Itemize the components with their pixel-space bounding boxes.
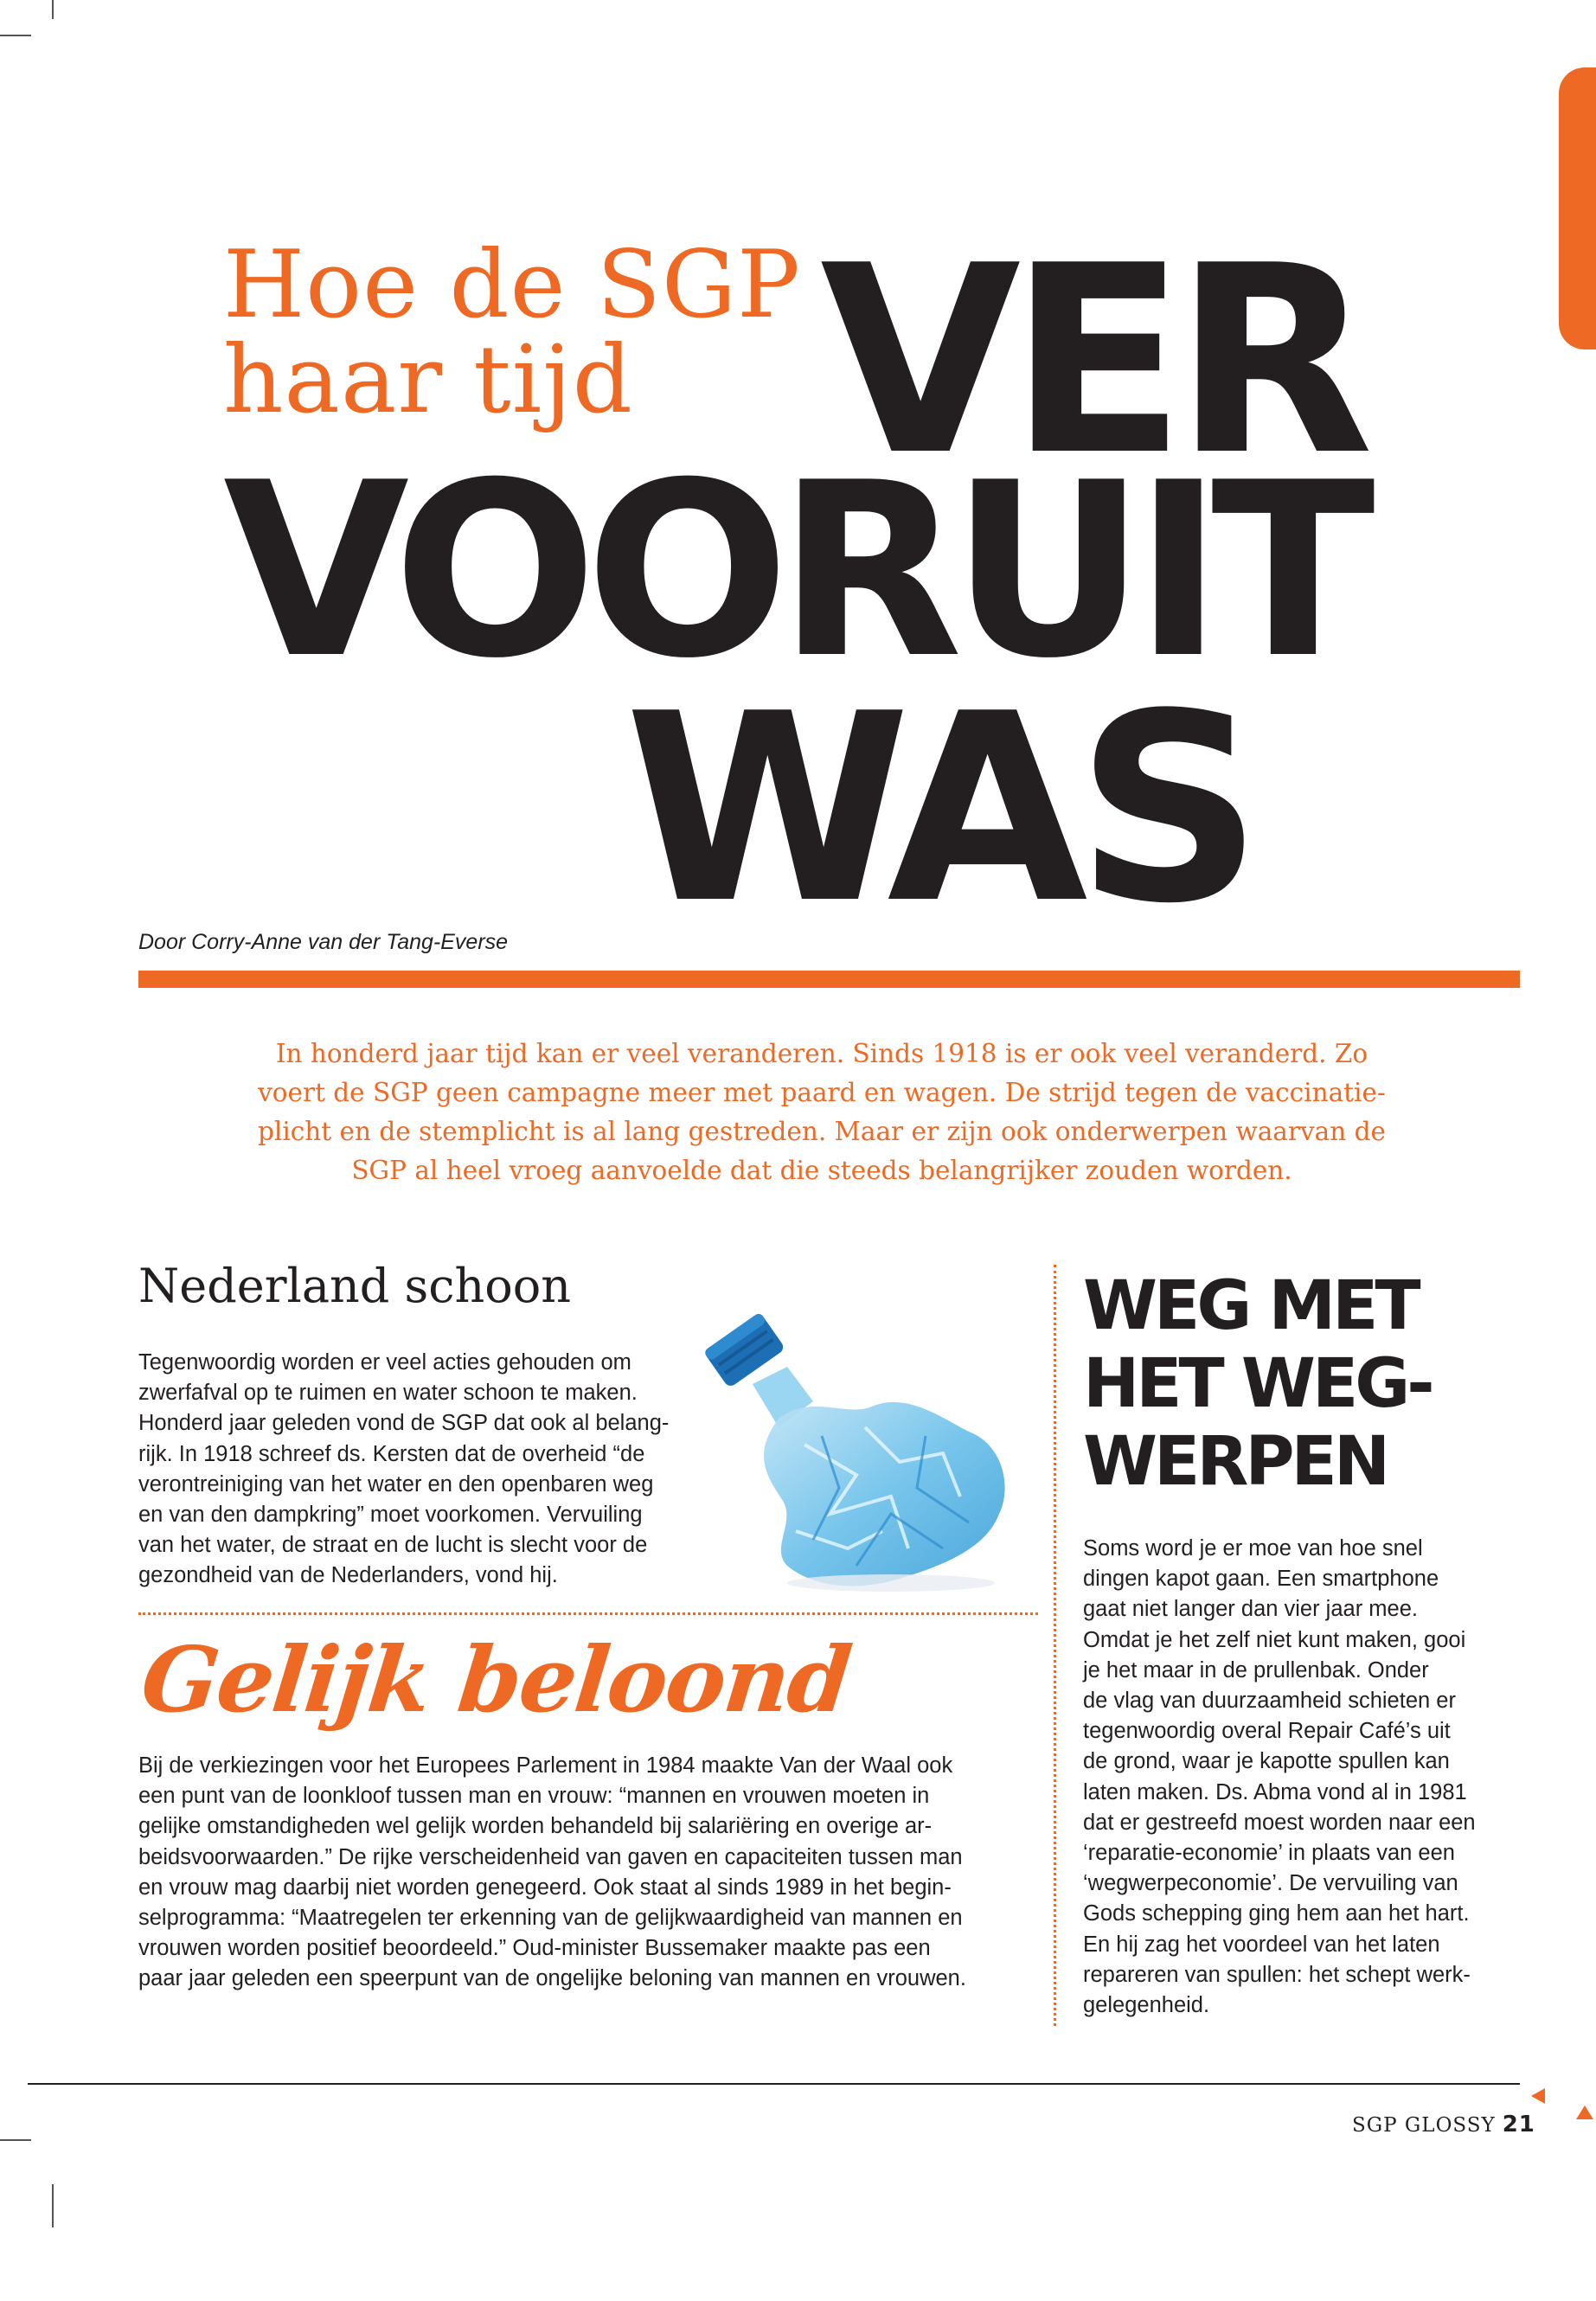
text-line: een punt van de loonkloof tussen man en vrouw: “mannen en vrouwen moeten in xyxy=(138,1784,930,1809)
title-word-was: WAS xyxy=(625,658,1251,960)
text-line: en van den dampkring” moet voorkomen. Vervuiling xyxy=(138,1503,643,1528)
heading-gelijk-beloond: Gelijk beloond xyxy=(137,1626,856,1733)
text-line: beidsvoorwaarden.” De rijke verscheidenheid van gaven en capaciteiten tussen man xyxy=(138,1844,963,1869)
crop-mark-bottom-left-horizontal xyxy=(0,2139,31,2141)
text-line: dat er gestreefd moest worden naar een xyxy=(1083,1810,1476,1835)
paragraph-nederland-schoon xyxy=(138,1348,696,1592)
paragraph-weg-met-het-wegwerpen xyxy=(1083,1534,1533,2021)
text-line: Honderd jaar geleden vond de SGP dat ook al belang- xyxy=(138,1411,670,1436)
text-line: selprogramma: “Maatregelen ter erkenning van de gelijkwaardigheid van mannen en xyxy=(138,1906,963,1931)
title-word-ver: VER xyxy=(820,210,1362,512)
magazine-name: SGP GLOSSY xyxy=(1352,2114,1496,2137)
intro-line: SGP al heel vroeg aanvoelde dat die steeds belangrijker zouden worden. xyxy=(351,1156,1292,1185)
text-line: ‘reparatie-economie’ in plaats van een xyxy=(1083,1841,1455,1866)
intro-line: In honderd jaar tijd kan er veel veranderen. Sinds 1918 is er ook veel veranderd. Zo xyxy=(275,1039,1368,1068)
text-line: tegenwoordig overal Repair Café’s uit xyxy=(1083,1719,1451,1744)
byline: Door Corry-Anne van der Tang-Everse xyxy=(138,930,509,954)
text-line: en vrouw mag daarbij niet worden genegeerd. Ook staat al sinds 1989 in het begin- xyxy=(138,1875,952,1900)
paragraph-gelijk-beloond xyxy=(138,1751,1047,1995)
text-line: Soms word je er moe van hoe snel xyxy=(1083,1536,1423,1561)
text-line: vrouwen worden positief beoordeeld.” Oud-minister Bussemaker maakte pas een xyxy=(138,1936,931,1961)
orange-divider xyxy=(138,971,1520,988)
page-footer xyxy=(1352,2112,1535,2138)
subtitle-line-2: haar tijd xyxy=(223,326,633,434)
text-line: verontreiniging van het water en den openbaren weg xyxy=(138,1471,654,1497)
triangle-decoration-icon xyxy=(1531,2088,1545,2104)
text-line: Tegenwoordig worden er veel acties gehouden om xyxy=(138,1350,631,1375)
crop-mark-bottom-left-vertical xyxy=(52,2184,54,2227)
heading-weg-met-het-wegwerpen xyxy=(1083,1267,1533,1501)
subtitle-line-1: Hoe de SGP xyxy=(223,231,801,339)
text-line: Omdat je het zelf niet kunt maken, gooi xyxy=(1083,1627,1466,1652)
crop-mark-top-left-horizontal xyxy=(0,35,31,36)
text-line: paar jaar geleden een speerpunt van de ongelijke beloning van mannen en vrouwen. xyxy=(138,1966,966,1991)
text-line: ‘wegwerpeconomie’. De vervuiling van xyxy=(1083,1871,1458,1896)
text-line: gaat niet langer dan vier jaar mee. xyxy=(1083,1597,1418,1622)
crop-mark-top-left-vertical xyxy=(52,0,54,19)
article-subtitle xyxy=(223,231,829,434)
text-line: van het water, de straat en de lucht is slecht voor de xyxy=(138,1533,648,1558)
text-line: gelegenheid. xyxy=(1083,1993,1210,2018)
text-line: Gods schepping ging hem aan het hart. xyxy=(1083,1901,1470,1926)
heading-nederland-schoon: Nederland schoon xyxy=(138,1259,572,1313)
text-line: gelijke omstandigheden wel gelijk worden behandeld bij salariëring en overige ar- xyxy=(138,1814,933,1839)
title-word-vooruit: VOORUIT xyxy=(223,431,1363,711)
orange-edge-tab xyxy=(1559,67,1596,349)
intro-line: voert de SGP geen campagne meer met paard en wagen. De strijd tegen de vaccinatie- xyxy=(258,1078,1386,1107)
triangle-decoration-icon xyxy=(1576,2106,1593,2119)
text-line: rijk. In 1918 schreef ds. Kersten dat de overheid “de xyxy=(138,1441,645,1466)
text-line: de vlag van duurzaamheid schieten er xyxy=(1083,1689,1456,1714)
text-line: laten maken. Ds. Abma vond al in 1981 xyxy=(1083,1779,1467,1804)
intro-line: plicht en de stemplicht is al lang gestreden. Maar er zijn ook onderwerpen waarvan de xyxy=(258,1117,1386,1146)
heading-line: WERPEN xyxy=(1083,1423,1388,1501)
text-line: En hij zag het voordeel van het laten xyxy=(1083,1932,1440,1957)
text-line: de grond, waar je kapotte spullen kan xyxy=(1083,1749,1450,1774)
dotted-divider-horizontal xyxy=(138,1612,1038,1615)
text-line: gezondheid van de Nederlanders, vond hij. xyxy=(138,1563,558,1588)
heading-line: HET WEG- xyxy=(1083,1345,1432,1423)
dotted-divider-vertical xyxy=(1054,1265,1056,2026)
heading-line: WEG MET xyxy=(1083,1267,1418,1345)
text-line: Bij de verkiezingen voor het Europees Parlement in 1984 maakte Van der Waal ook xyxy=(138,1753,953,1778)
text-line: dingen kapot gaan. Een smartphone xyxy=(1083,1567,1439,1592)
intro-paragraph xyxy=(216,1035,1427,1190)
page-number: 21 xyxy=(1502,2112,1535,2138)
crushed-plastic-bottle-icon xyxy=(683,1289,1029,1600)
footer-rule xyxy=(28,2083,1520,2085)
text-line: repareren van spullen: het schept werk- xyxy=(1083,1962,1471,1987)
text-line: zwerfafval op te ruimen en water schoon te maken. xyxy=(138,1381,638,1406)
text-line: je het maar in de prullenbak. Onder xyxy=(1083,1657,1429,1682)
